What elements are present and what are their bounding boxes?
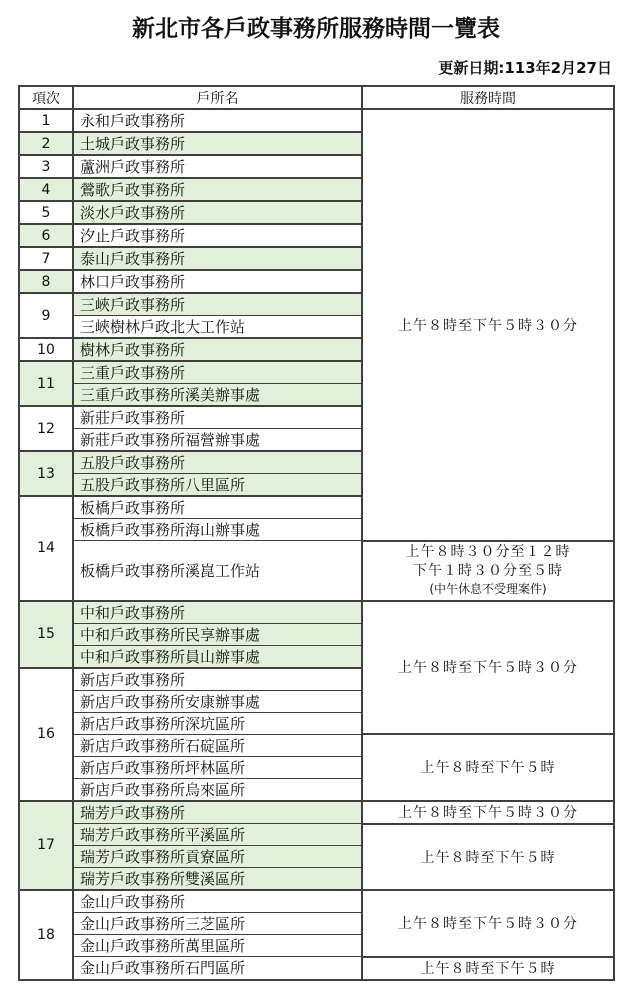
table-row bbox=[19, 890, 614, 913]
office-name: 中和戶政事務所民享辦事處 bbox=[73, 623, 362, 645]
page-title: 新北市各戶政事務所服務時間一覽表 bbox=[132, 16, 500, 42]
service-hours: 上午８時至下午５時 bbox=[362, 734, 614, 801]
item-no: 17 bbox=[19, 801, 73, 891]
office-name: 新店戶政事務所深坑區所 bbox=[73, 712, 362, 734]
item-no: 10 bbox=[19, 338, 73, 361]
table-row bbox=[19, 801, 614, 824]
item-no: 13 bbox=[19, 451, 73, 496]
office-name: 金山戶政事務所萬里區所 bbox=[73, 935, 362, 957]
service-hours: 上午８時至下午５時３０分 bbox=[362, 109, 614, 541]
service-hours-table bbox=[18, 85, 615, 981]
office-name: 新店戶政事務所坪林區所 bbox=[73, 756, 362, 778]
office-name: 金山戶政事務所三芝區所 bbox=[73, 913, 362, 935]
item-no: 4 bbox=[19, 178, 73, 201]
table-row bbox=[19, 734, 614, 756]
service-hours-line: 下午１時３０分至５時 bbox=[413, 563, 563, 579]
item-no: 2 bbox=[19, 132, 73, 155]
service-hours: 上午８時至下午５時 bbox=[362, 824, 614, 891]
office-name: 三峽樹林戶政北大工作站 bbox=[73, 316, 362, 339]
office-name: 金山戶政事務所 bbox=[73, 890, 362, 913]
item-no: 5 bbox=[19, 201, 73, 224]
item-no: 18 bbox=[19, 890, 73, 980]
service-hours: 上午８時至下午５時３０分 bbox=[362, 890, 614, 957]
office-name: 新莊戶政事務所福營辦事處 bbox=[73, 429, 362, 452]
office-name: 土城戶政事務所 bbox=[73, 132, 362, 155]
office-name: 三峽戶政事務所 bbox=[73, 293, 362, 316]
table-row bbox=[19, 957, 614, 980]
office-name: 金山戶政事務所石門區所 bbox=[73, 957, 362, 980]
table-row bbox=[19, 601, 614, 624]
office-name: 板橋戶政事務所 bbox=[73, 496, 362, 519]
office-name: 鶯歌戶政事務所 bbox=[73, 178, 362, 201]
item-no: 8 bbox=[19, 270, 73, 293]
table-header-row bbox=[19, 86, 614, 109]
office-name: 三重戶政事務所溪美辦事處 bbox=[73, 384, 362, 407]
office-name: 新店戶政事務所 bbox=[73, 668, 362, 691]
office-name: 泰山戶政事務所 bbox=[73, 247, 362, 270]
table-row bbox=[19, 109, 614, 132]
office-name: 新莊戶政事務所 bbox=[73, 406, 362, 429]
service-hours: 上午８時至下午５時 bbox=[362, 957, 614, 980]
item-no: 9 bbox=[19, 293, 73, 338]
office-name: 永和戶政事務所 bbox=[73, 109, 362, 132]
office-name: 樹林戶政事務所 bbox=[73, 338, 362, 361]
office-name: 新店戶政事務所安康辦事處 bbox=[73, 690, 362, 712]
office-name: 汐止戶政事務所 bbox=[73, 224, 362, 247]
office-name: 五股戶政事務所 bbox=[73, 451, 362, 474]
item-no: 14 bbox=[19, 496, 73, 601]
service-hours: 上午８時至下午５時３０分 bbox=[362, 601, 614, 735]
office-name: 新店戶政事務所烏來區所 bbox=[73, 778, 362, 801]
office-name: 五股戶政事務所八里區所 bbox=[73, 474, 362, 497]
item-no: 11 bbox=[19, 361, 73, 406]
item-no: 12 bbox=[19, 406, 73, 451]
office-name: 瑞芳戶政事務所 bbox=[73, 801, 362, 824]
office-name: 中和戶政事務所員山辦事處 bbox=[73, 645, 362, 668]
item-no: 15 bbox=[19, 601, 73, 668]
header-hours: 服務時間 bbox=[362, 86, 614, 109]
header-name: 戶所名 bbox=[73, 86, 362, 109]
office-name: 板橋戶政事務所海山辦事處 bbox=[73, 519, 362, 541]
office-name: 瑞芳戶政事務所貢寮區所 bbox=[73, 846, 362, 868]
office-name: 板橋戶政事務所溪崑工作站 bbox=[73, 541, 362, 601]
item-no: 3 bbox=[19, 155, 73, 178]
office-name: 三重戶政事務所 bbox=[73, 361, 362, 384]
office-name: 林口戶政事務所 bbox=[73, 270, 362, 293]
office-name: 瑞芳戶政事務所平溪區所 bbox=[73, 824, 362, 846]
item-no: 7 bbox=[19, 247, 73, 270]
item-no: 6 bbox=[19, 224, 73, 247]
table-row bbox=[19, 824, 614, 846]
service-hours bbox=[362, 541, 614, 601]
service-hours: 上午８時至下午５時３０分 bbox=[362, 801, 614, 824]
office-name: 中和戶政事務所 bbox=[73, 601, 362, 624]
office-name: 蘆洲戶政事務所 bbox=[73, 155, 362, 178]
office-name: 瑞芳戶政事務所雙溪區所 bbox=[73, 868, 362, 891]
update-date: 更新日期:113年2月27日 bbox=[438, 59, 612, 77]
item-no: 1 bbox=[19, 109, 73, 132]
office-name: 淡水戶政事務所 bbox=[73, 201, 362, 224]
table-row bbox=[19, 541, 614, 601]
service-hours-note: (中午休息不受理案件) bbox=[429, 582, 547, 596]
service-hours-line: 上午８時３０分至１２時 bbox=[405, 544, 571, 560]
header-no: 項次 bbox=[19, 86, 73, 109]
office-name: 新店戶政事務所石碇區所 bbox=[73, 734, 362, 756]
item-no: 16 bbox=[19, 668, 73, 801]
